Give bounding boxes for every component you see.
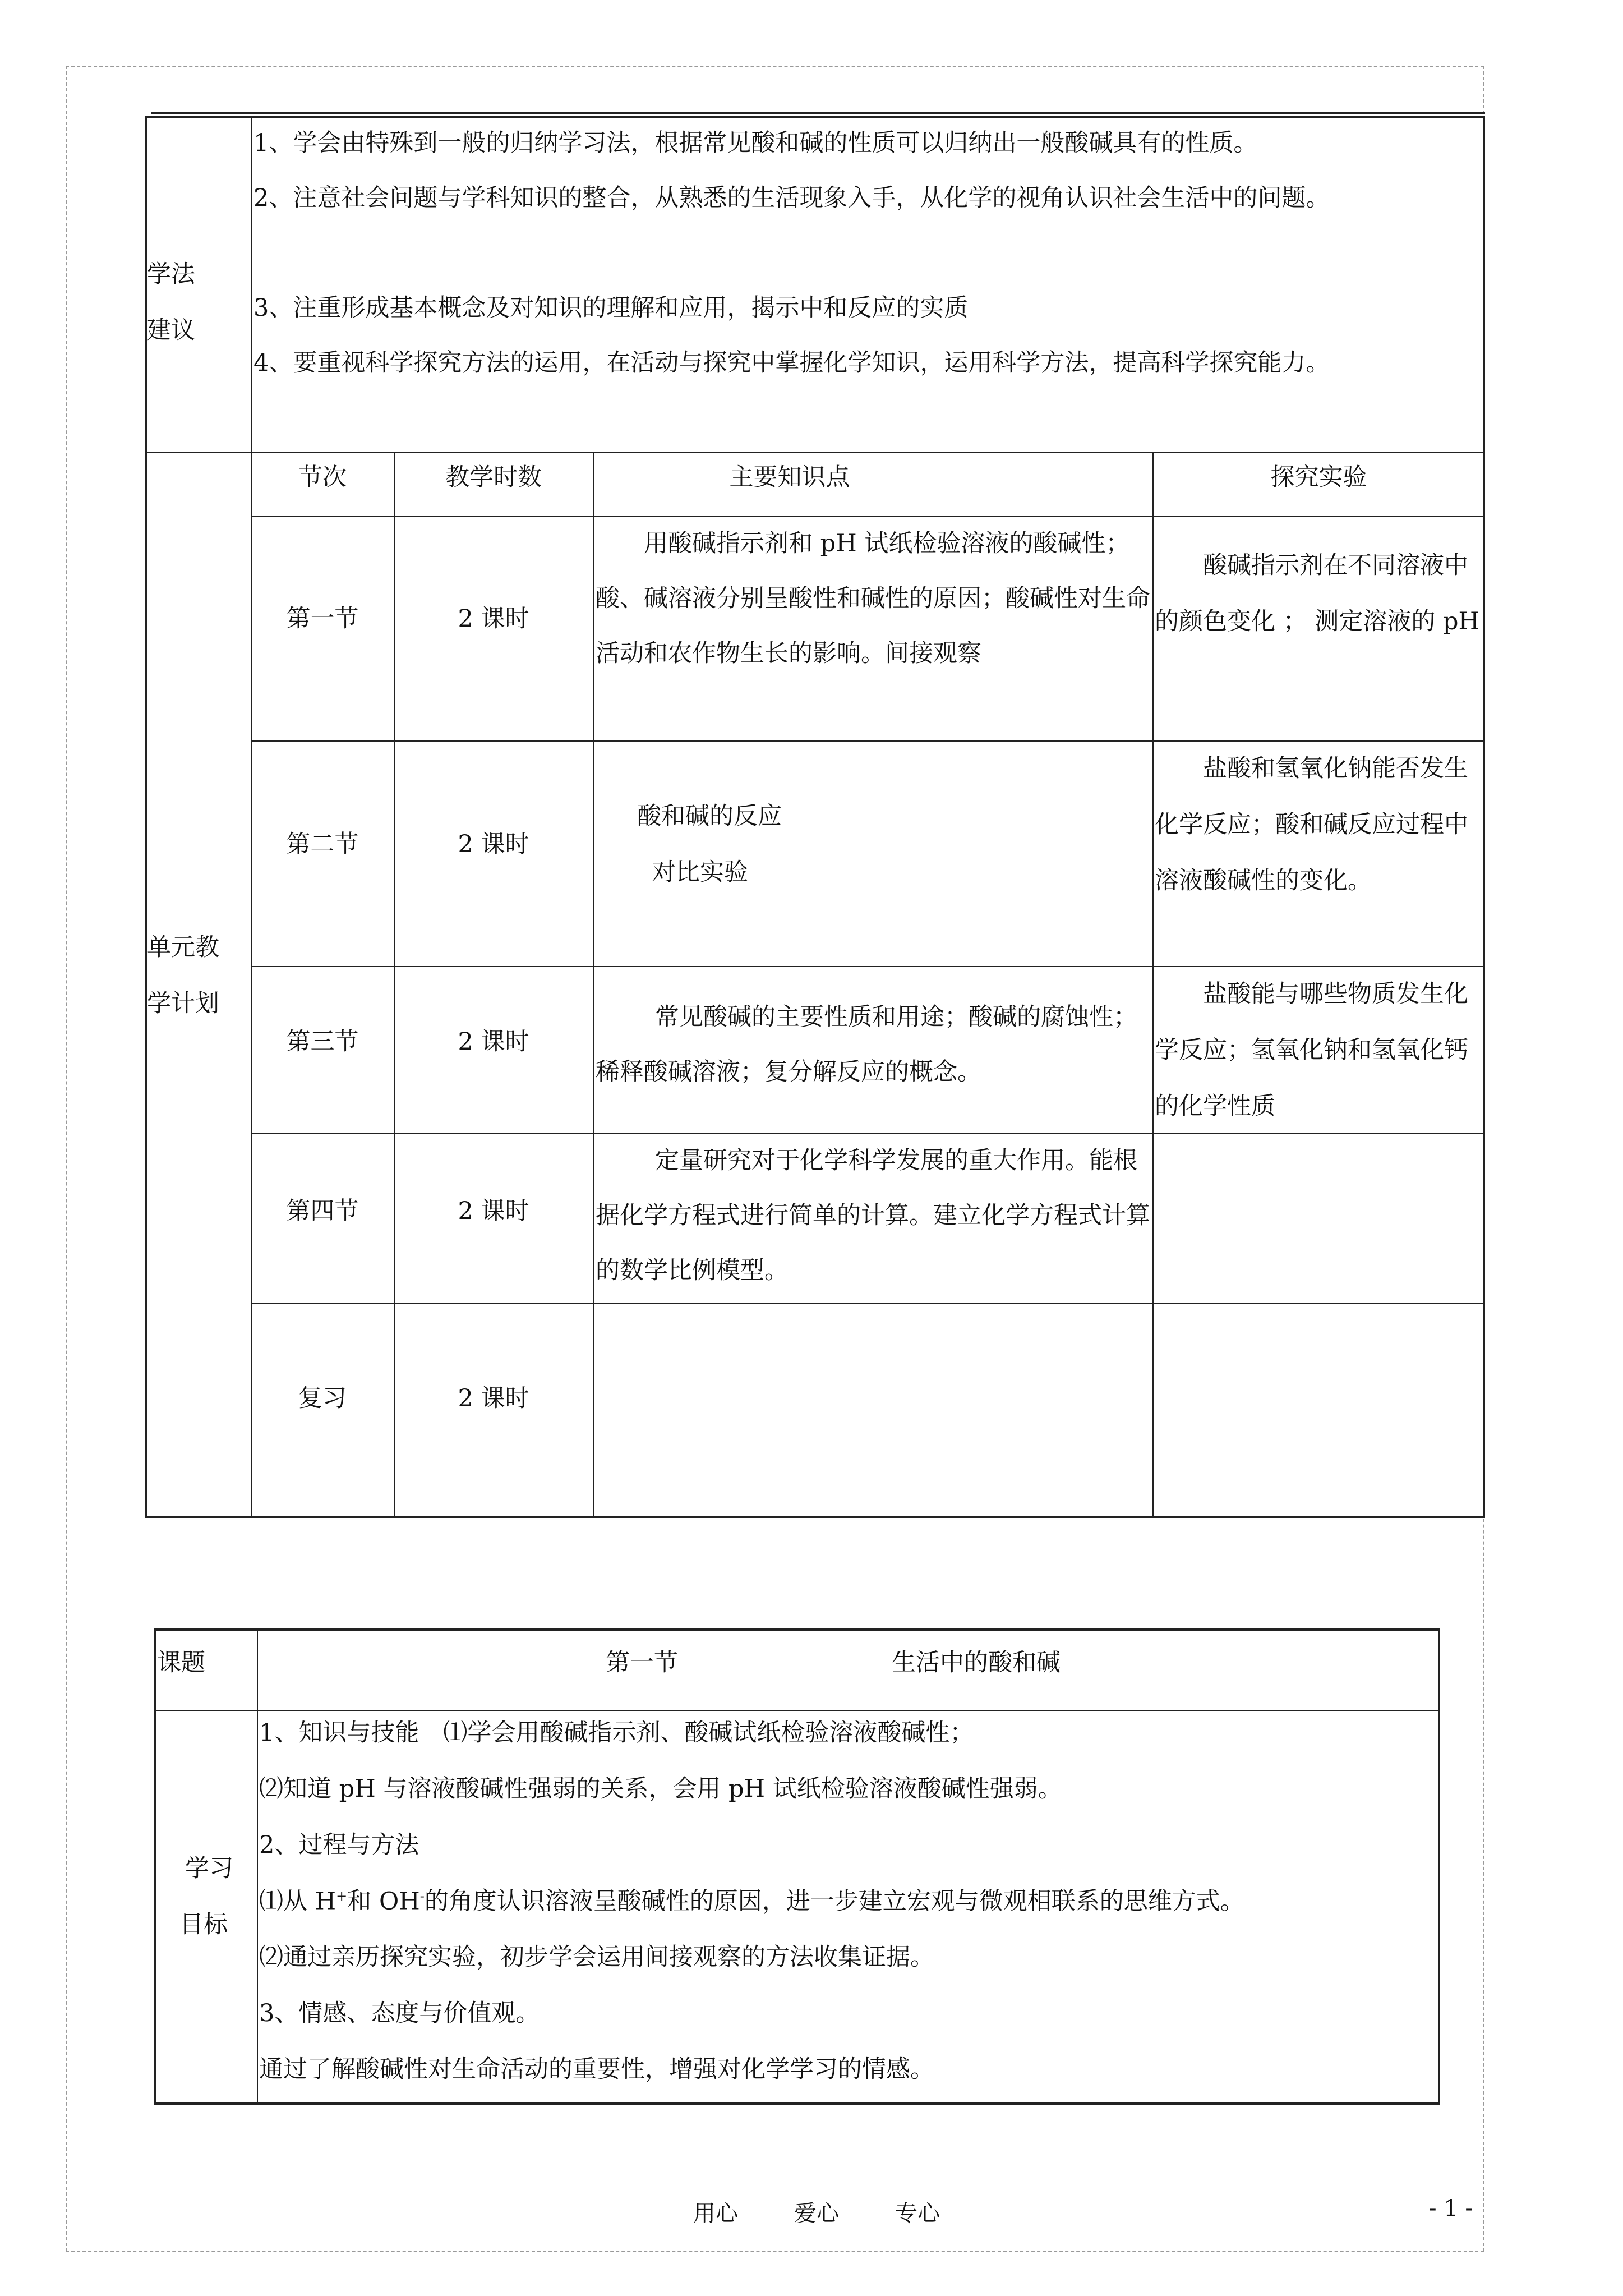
row1-knowledge: 用酸碱指示剂和 pH 试纸检验溶液的酸碱性；酸、碱溶液分别呈酸性和碱性的原因；酸碱性对生命活动和农作物生长的影响。间接观察 bbox=[596, 530, 1150, 668]
row2-hours: 2 课时 bbox=[458, 830, 529, 858]
row1-section: 第一节 bbox=[286, 605, 359, 633]
goal-line-4: ⑴从 H+和 OH-的角度认识溶液呈酸碱性的原因，进一步建立宏观与微观相联系的思维方式。 bbox=[259, 1887, 1244, 1916]
study-method-label-1: 学法 bbox=[147, 260, 195, 288]
footer-motto-2: 爱心 bbox=[794, 2201, 839, 2226]
header-rule bbox=[151, 112, 1485, 114]
topic-label: 课题 bbox=[157, 1649, 205, 1677]
header-hours: 教学时数 bbox=[445, 463, 542, 491]
study-method-item-2: 2、注意社会问题与学科知识的整合，从熟悉的生活现象入手，从化学的视角认识社会生活中的问题。 bbox=[253, 184, 1330, 212]
row1-experiment: 酸碱指示剂在不同溶液中的颜色变化 ； 测定溶液的 pH bbox=[1155, 551, 1480, 636]
row4-knowledge: 定量研究对于化学科学发展的重大作用。能根据化学方程式进行简单的计算。建立化学方程式计算的数学比例模型。 bbox=[596, 1147, 1150, 1285]
goal-line-2: ⑵知道 pH 与溶液酸碱性强弱的关系，会用 pH 试纸检验溶液酸碱性强弱。 bbox=[259, 1775, 1062, 1803]
row1-hours: 2 课时 bbox=[458, 605, 529, 633]
topic-title: 生活中的酸和碱 bbox=[892, 1649, 1061, 1677]
study-method-item-4: 4、要重视科学探究方法的运用，在活动与探究中掌握化学知识，运用科学方法，提高科学探究能力。 bbox=[253, 349, 1330, 377]
grid-row-5 bbox=[251, 1303, 1485, 1304]
goals-label-2: 目标 bbox=[179, 1911, 228, 1939]
grid-col-2 bbox=[593, 452, 594, 1518]
row5-section: 复习 bbox=[298, 1384, 347, 1412]
goal-line-6: 3、情感、态度与价值观。 bbox=[259, 1999, 540, 2027]
table1-col-divider bbox=[251, 116, 252, 1518]
row3-knowledge: 常见酸碱的主要性质和用途；酸碱的腐蚀性；稀释酸碱溶液；复分解反应的概念。 bbox=[596, 1003, 1137, 1086]
study-method-item-1: 1、学会由特殊到一般的归纳学习法，根据常见酸和碱的性质可以归纳出一般酸碱具有的性质。 bbox=[253, 129, 1258, 157]
header-experiment: 探究实验 bbox=[1270, 463, 1367, 491]
unit-plan-label-1: 单元教 bbox=[147, 933, 219, 961]
lesson-table bbox=[154, 1628, 1440, 2105]
goal-line-1: 1、知识与技能 ⑴学会用酸碱指示剂、酸碱试纸检验溶液酸碱性； bbox=[259, 1719, 974, 1747]
footer-motto-3: 专心 bbox=[895, 2201, 940, 2226]
row2-section: 第二节 bbox=[286, 830, 359, 858]
row3-hours: 2 课时 bbox=[458, 1028, 529, 1056]
topic-section: 第一节 bbox=[606, 1649, 678, 1677]
goal-line-5: ⑵通过亲历探究实验，初步学会运用间接观察的方法收集证据。 bbox=[259, 1943, 934, 1971]
page-number: - 1 - bbox=[1429, 2196, 1473, 2221]
study-method-item-3: 3、注重形成基本概念及对知识的理解和应用，揭示中和反应的实质 bbox=[253, 294, 969, 322]
row4-section: 第四节 bbox=[286, 1197, 359, 1225]
row4-hours: 2 课时 bbox=[458, 1197, 529, 1225]
grid-col-3 bbox=[1152, 452, 1154, 1518]
row5-hours: 2 课时 bbox=[458, 1384, 529, 1412]
table1-row-divider bbox=[145, 452, 1485, 453]
goals-label-1: 学习 bbox=[185, 1855, 233, 1883]
row3-section: 第三节 bbox=[286, 1028, 359, 1056]
goal-line-3: 2、过程与方法 bbox=[259, 1831, 419, 1859]
lesson-col-divider bbox=[257, 1628, 258, 2105]
unit-plan-label-2: 学计划 bbox=[147, 990, 219, 1018]
study-method-label-2: 建议 bbox=[147, 316, 195, 344]
row3-experiment: 盐酸能与哪些物质发生化学反应；氢氧化钠和氢氧化钙的化学性质 bbox=[1155, 980, 1468, 1120]
header-knowledge: 主要知识点 bbox=[729, 463, 850, 491]
header-section: 节次 bbox=[298, 463, 347, 491]
row2-knowledge-1: 酸和碱的反应 bbox=[637, 802, 782, 830]
row2-knowledge-2: 对比实验 bbox=[652, 858, 748, 886]
footer-motto-1: 用心 bbox=[693, 2201, 738, 2226]
row2-experiment: 盐酸和氢氧化钠能否发生化学反应；酸和碱反应过程中溶液酸碱性的变化。 bbox=[1155, 754, 1468, 895]
lesson-row-divider bbox=[154, 1710, 1440, 1711]
goal-line-7: 通过了解酸碱性对生命活动的重要性，增强对化学学习的情感。 bbox=[259, 2055, 934, 2083]
